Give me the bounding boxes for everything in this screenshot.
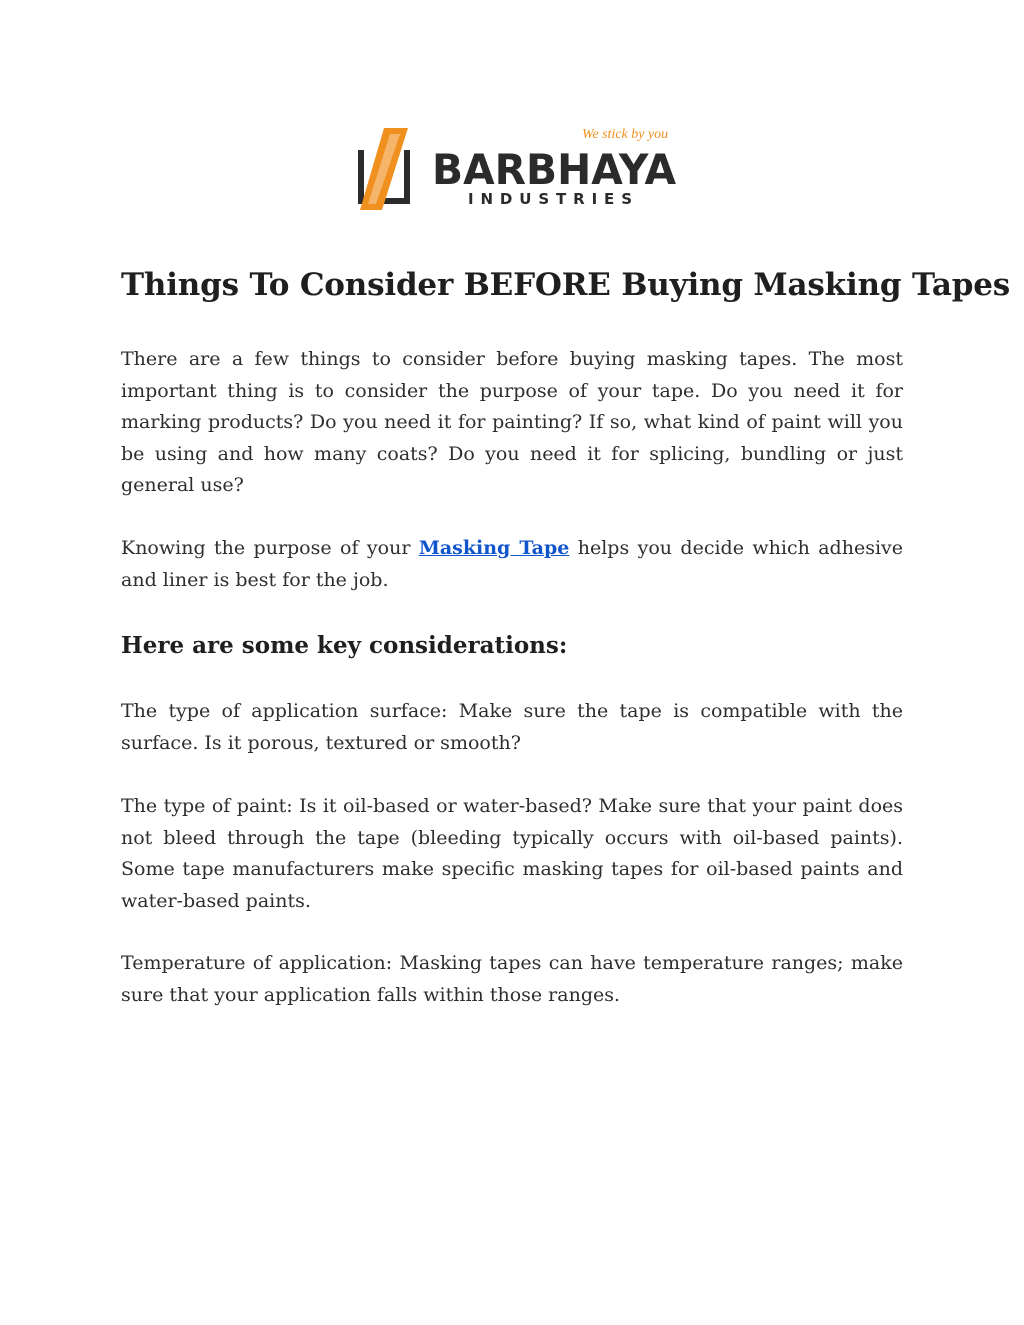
intro-paragraph: There are a few things to consider before buying masking tapes. The most important thing is to consider the purpose of your tape. Do you need it for marking products? Do you need it for painting? If so, what kind of paint will you be using and how many coats? Do you need it for splicing, bundling or just general use? (121, 348, 903, 497)
section-heading: Here are some key considerations: (121, 632, 568, 659)
paint-paragraph: The type of paint: Is it oil-based or water-based? Make sure that your paint does not bleed through the tape (bleeding typically occurs with oil-based paints). Some tape manufacturers make specific masking tapes for oil-based paints and water-based paints. (121, 795, 903, 912)
masking-tape-link[interactable]: Masking Tape (418, 537, 570, 559)
purpose-text-after: helps you decide which adhesive and liner is best for the job. (121, 537, 904, 591)
purpose-paragraph (121, 533, 903, 596)
logo-wordmark: BARBHAYA (432, 145, 677, 194)
logo-subtext: INDUSTRIES (468, 190, 638, 208)
surface-paragraph: The type of application surface: Make sure the tape is compatible with the surface. Is it porous, textured or smooth? (121, 700, 903, 754)
logo-tagline: We stick by you (582, 127, 669, 142)
barbhaya-logo (354, 124, 678, 214)
page-title: Things To Consider BEFORE Buying Masking Tapes (121, 267, 1010, 303)
logo-mark (354, 124, 678, 214)
purpose-text-before: Knowing the purpose of your (121, 537, 419, 559)
temperature-paragraph: Temperature of application: Masking tapes can have temperature ranges; make sure that your application falls within those ranges. (121, 952, 903, 1006)
